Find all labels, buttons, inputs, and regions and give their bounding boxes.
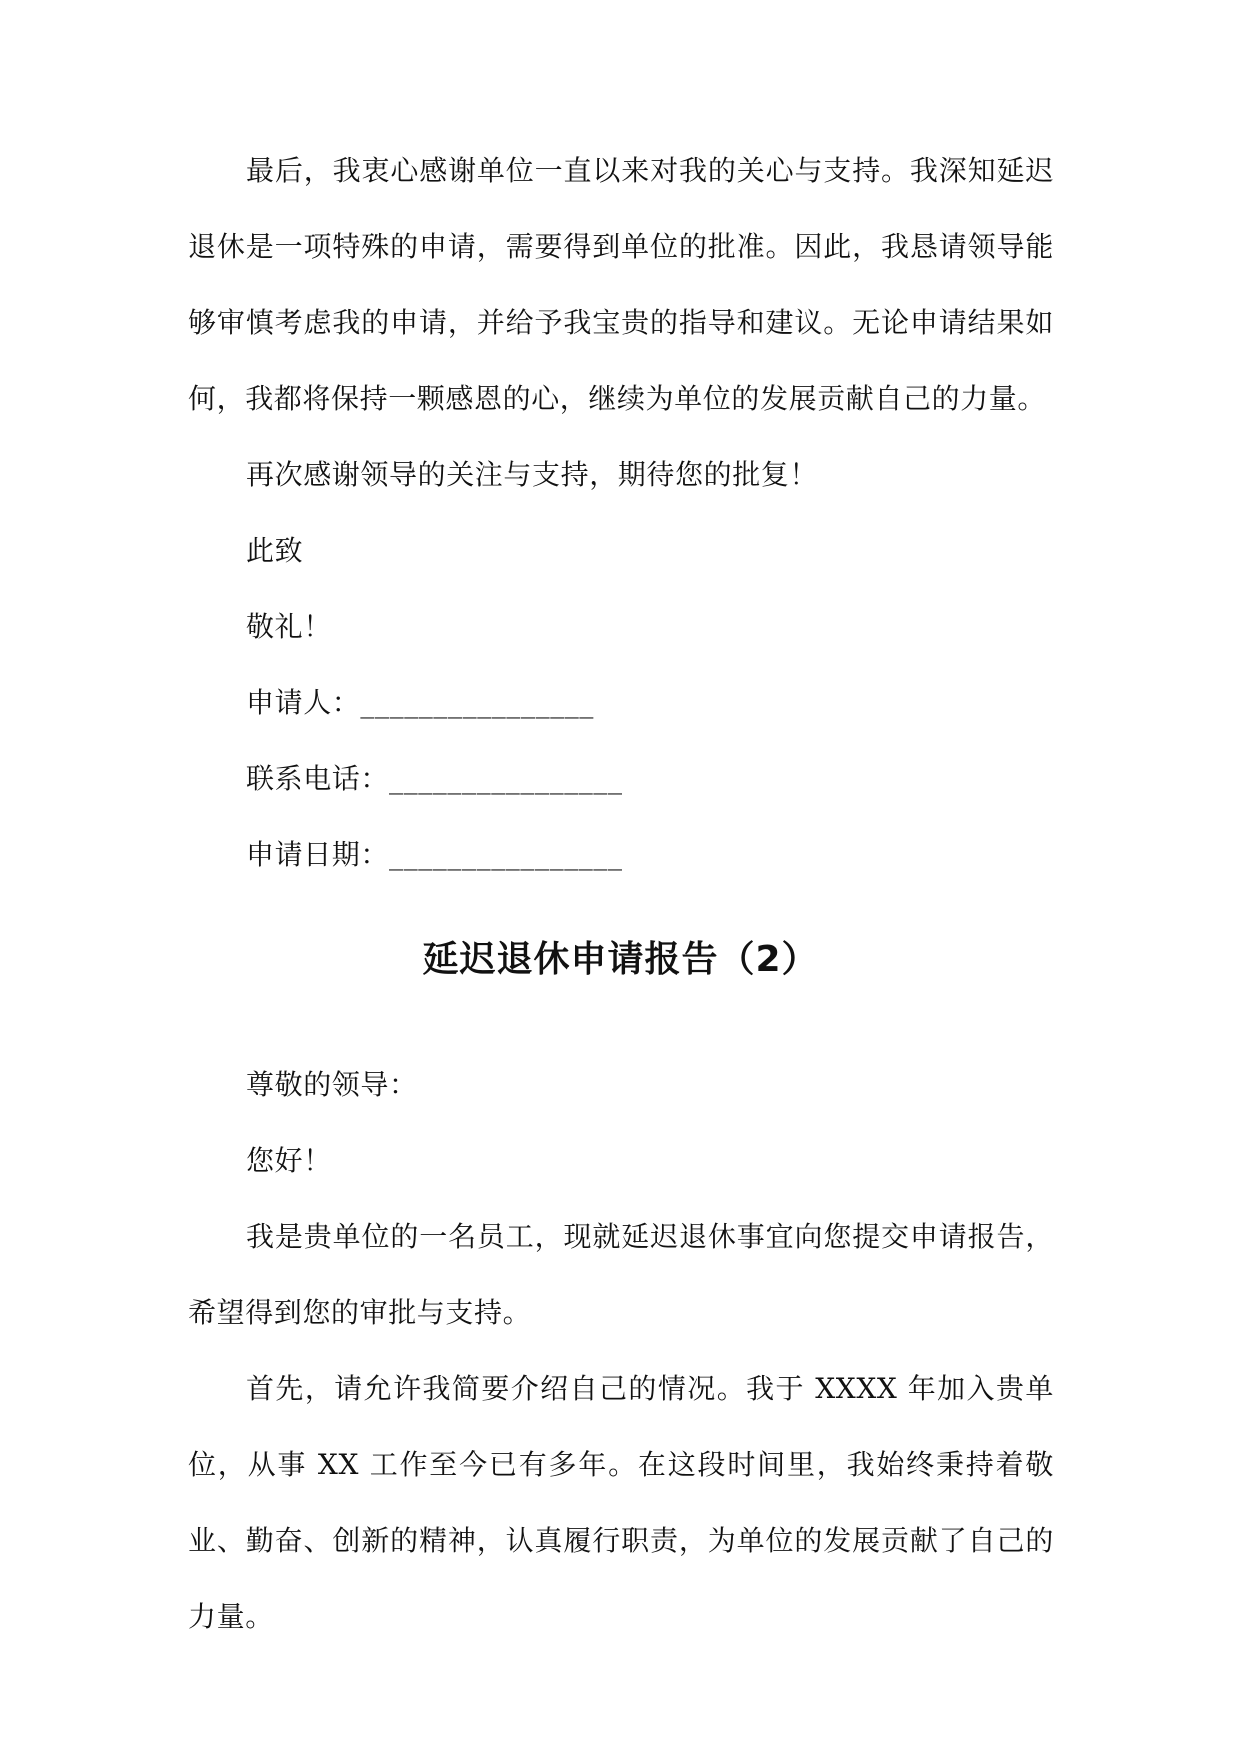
thanks-line: 再次感谢领导的关注与支持，期待您的批复！ <box>246 458 819 491</box>
applicant-line: 申请人：________________ <box>246 686 595 719</box>
phone-line: 联系电话：________________ <box>246 762 623 795</box>
background-paragraph: 首先，请允许我简要介绍自己的情况。我于 XXXX 年加入贵单位，从事 XX 工作至今已有多年。在这段时间里，我始终秉持着敬业、勤奋、创新的精神，认真履行职责，为单位的发展贡献了自己的力量。 <box>188 1372 1054 1633</box>
section-2-title: 延迟退休申请报告（2） <box>422 939 819 980</box>
salutation-line-2: 敬礼！ <box>246 610 332 643</box>
salutation-line-1: 此致 <box>246 534 304 567</box>
date-line: 申请日期：________________ <box>246 838 623 871</box>
section-2-body <box>188 1047 1054 1655</box>
greeting-line: 尊敬的领导： <box>246 1068 418 1101</box>
section-1-body <box>188 133 1054 893</box>
closing-paragraph: 最后，我衷心感谢单位一直以来对我的关心与支持。我深知延迟退休是一项特殊的申请，需要得到单位的批准。因此，我恳请领导能够审慎考虑我的申请，并给予我宝贵的指导和建议。无论申请结果如何，我都将保持一颗感恩的心，继续为单位的发展贡献自己的力量。 <box>188 154 1054 415</box>
hello-line: 您好！ <box>246 1144 332 1177</box>
intro-paragraph: 我是贵单位的一名员工，现就延迟退休事宜向您提交申请报告，希望得到您的审批与支持。 <box>188 1220 1054 1329</box>
